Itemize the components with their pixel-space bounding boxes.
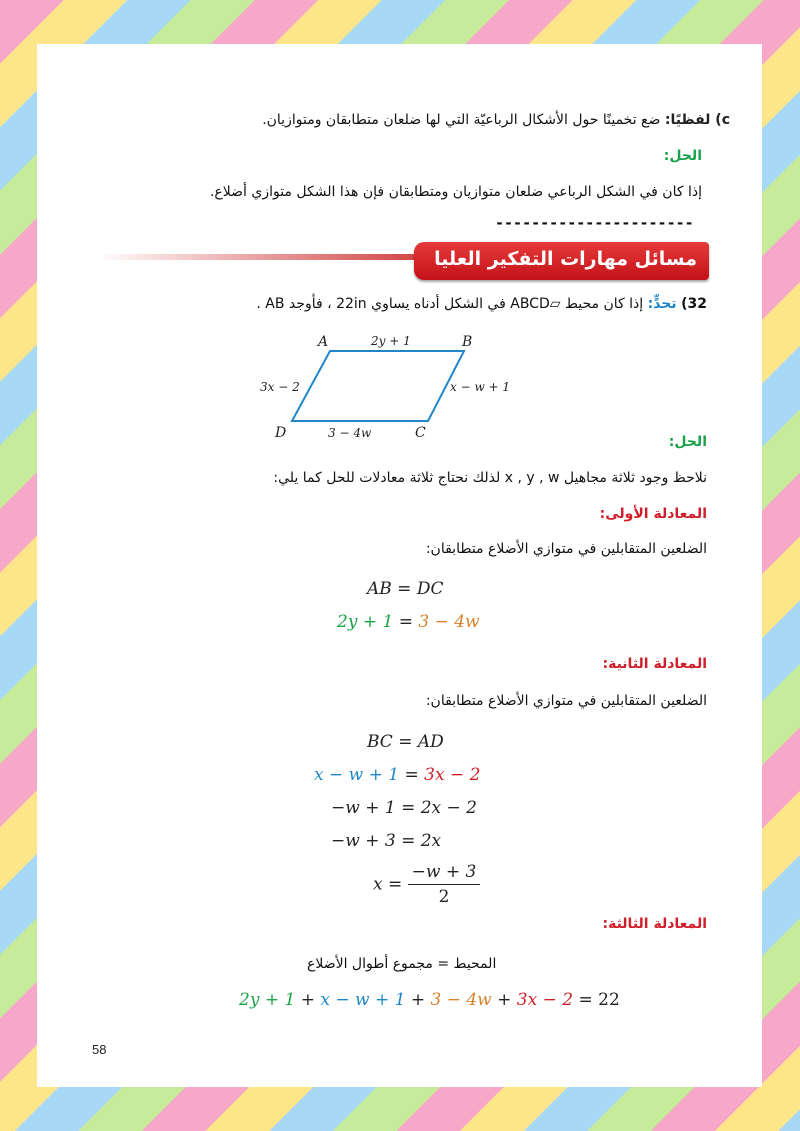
parallelogram-figure [250, 329, 515, 444]
side-da-label: 3x − 2 [260, 380, 300, 394]
eq2-line2 [314, 765, 480, 785]
eq1-lhs: 2y + 1 [337, 612, 394, 632]
side-cd-label: 3 − 4w [328, 426, 372, 440]
answer-c: إذا كان في الشكل الرباعي ضلعان متوازيان ومتطابقان فإن هذا الشكل متوازي أضلاع. [209, 184, 702, 200]
side-ab-label: 2y + 1 [371, 334, 411, 348]
page-number: 58 [92, 1042, 107, 1057]
question-32-text: إذا كان محيط ▱ABCD في الشكل أدناه يساوي 22in ، فأوجد AB . [256, 296, 644, 312]
eq1-heading: المعادلة الأولى: [599, 506, 707, 522]
eq2-heading: المعادلة الثانية: [602, 656, 707, 672]
eq2-x-equals: x = [373, 874, 403, 895]
eq3-heading: المعادلة الثالثة: [602, 916, 707, 932]
banner-fade [97, 254, 427, 260]
eq3-plus2: + [410, 990, 426, 1010]
eq3-plus1: + [300, 990, 315, 1010]
vertex-b-label: B [462, 334, 473, 350]
notice-text: نلاحظ وجود ثلاثة مجاهيل x , y , w لذلك نحتاج ثلاثة معادلات للحل كما يلي: [273, 470, 707, 486]
section-banner [97, 242, 709, 282]
eq1-statement: الضلعين المتقابلين في متوازي الأضلاع متطابقان: [425, 541, 707, 557]
eq3-term3: 3 − 4w [430, 990, 492, 1010]
document-page [37, 44, 762, 1087]
divider-line: ---------------------- [495, 214, 694, 232]
eq2-lhs: x − w + 1 [314, 765, 400, 785]
eq1-equals: = [398, 612, 413, 632]
eq2-line3: −w + 1 = 2x − 2 [331, 798, 477, 818]
eq2-statement: الضلعين المتقابلين في متوازي الأضلاع متطابقان: [425, 693, 707, 709]
vertex-d-label: D [275, 425, 287, 441]
side-bc-label: x − w + 1 [450, 380, 511, 394]
eq1-rhs: 3 − 4w [418, 612, 480, 632]
question-c-label: c) لفظيًا: [664, 112, 730, 128]
eq3-term4: 3x − 2 [516, 990, 574, 1010]
eq3-equals: = 22 [578, 990, 620, 1010]
question-32-number: 32) [681, 296, 707, 312]
question-32-label: تحدٍّ: [647, 296, 677, 312]
solution-label-c: الحل: [663, 148, 702, 164]
banner-title: مسائل مهارات التفكير العليا [434, 248, 697, 270]
eq2-numerator: −w + 3 [408, 862, 481, 885]
question-c [70, 112, 730, 128]
solution-label-32: الحل: [668, 434, 707, 450]
eq2-line1: BC = AD [367, 732, 444, 752]
parallelogram-shape [292, 351, 464, 421]
eq2-equals: = [404, 765, 419, 785]
eq3-line [239, 990, 620, 1010]
eq3-plus3: + [497, 990, 512, 1010]
eq2-line4: −w + 3 = 2x [331, 831, 442, 851]
vertex-c-label: C [415, 425, 426, 441]
question-c-text: ضع تخمينًا حول الأشكال الرباعيّة التي لها ضلعان متطابقان ومتوازيان. [262, 112, 661, 128]
eq3-term1: 2y + 1 [239, 990, 296, 1010]
eq3-statement: المحيط = مجموع أطوال الأضلاع [307, 956, 497, 972]
eq2-denominator: 2 [438, 887, 450, 907]
eq1-line2 [337, 612, 480, 632]
eq2-rhs: 3x − 2 [424, 765, 481, 785]
vertex-a-label: A [318, 334, 329, 350]
question-32 [256, 296, 707, 312]
eq2-line5 [373, 862, 480, 907]
eq3-term2: x − w + 1 [320, 990, 406, 1010]
eq1-line1: AB = DC [367, 579, 444, 599]
eq2-fraction [408, 862, 481, 907]
